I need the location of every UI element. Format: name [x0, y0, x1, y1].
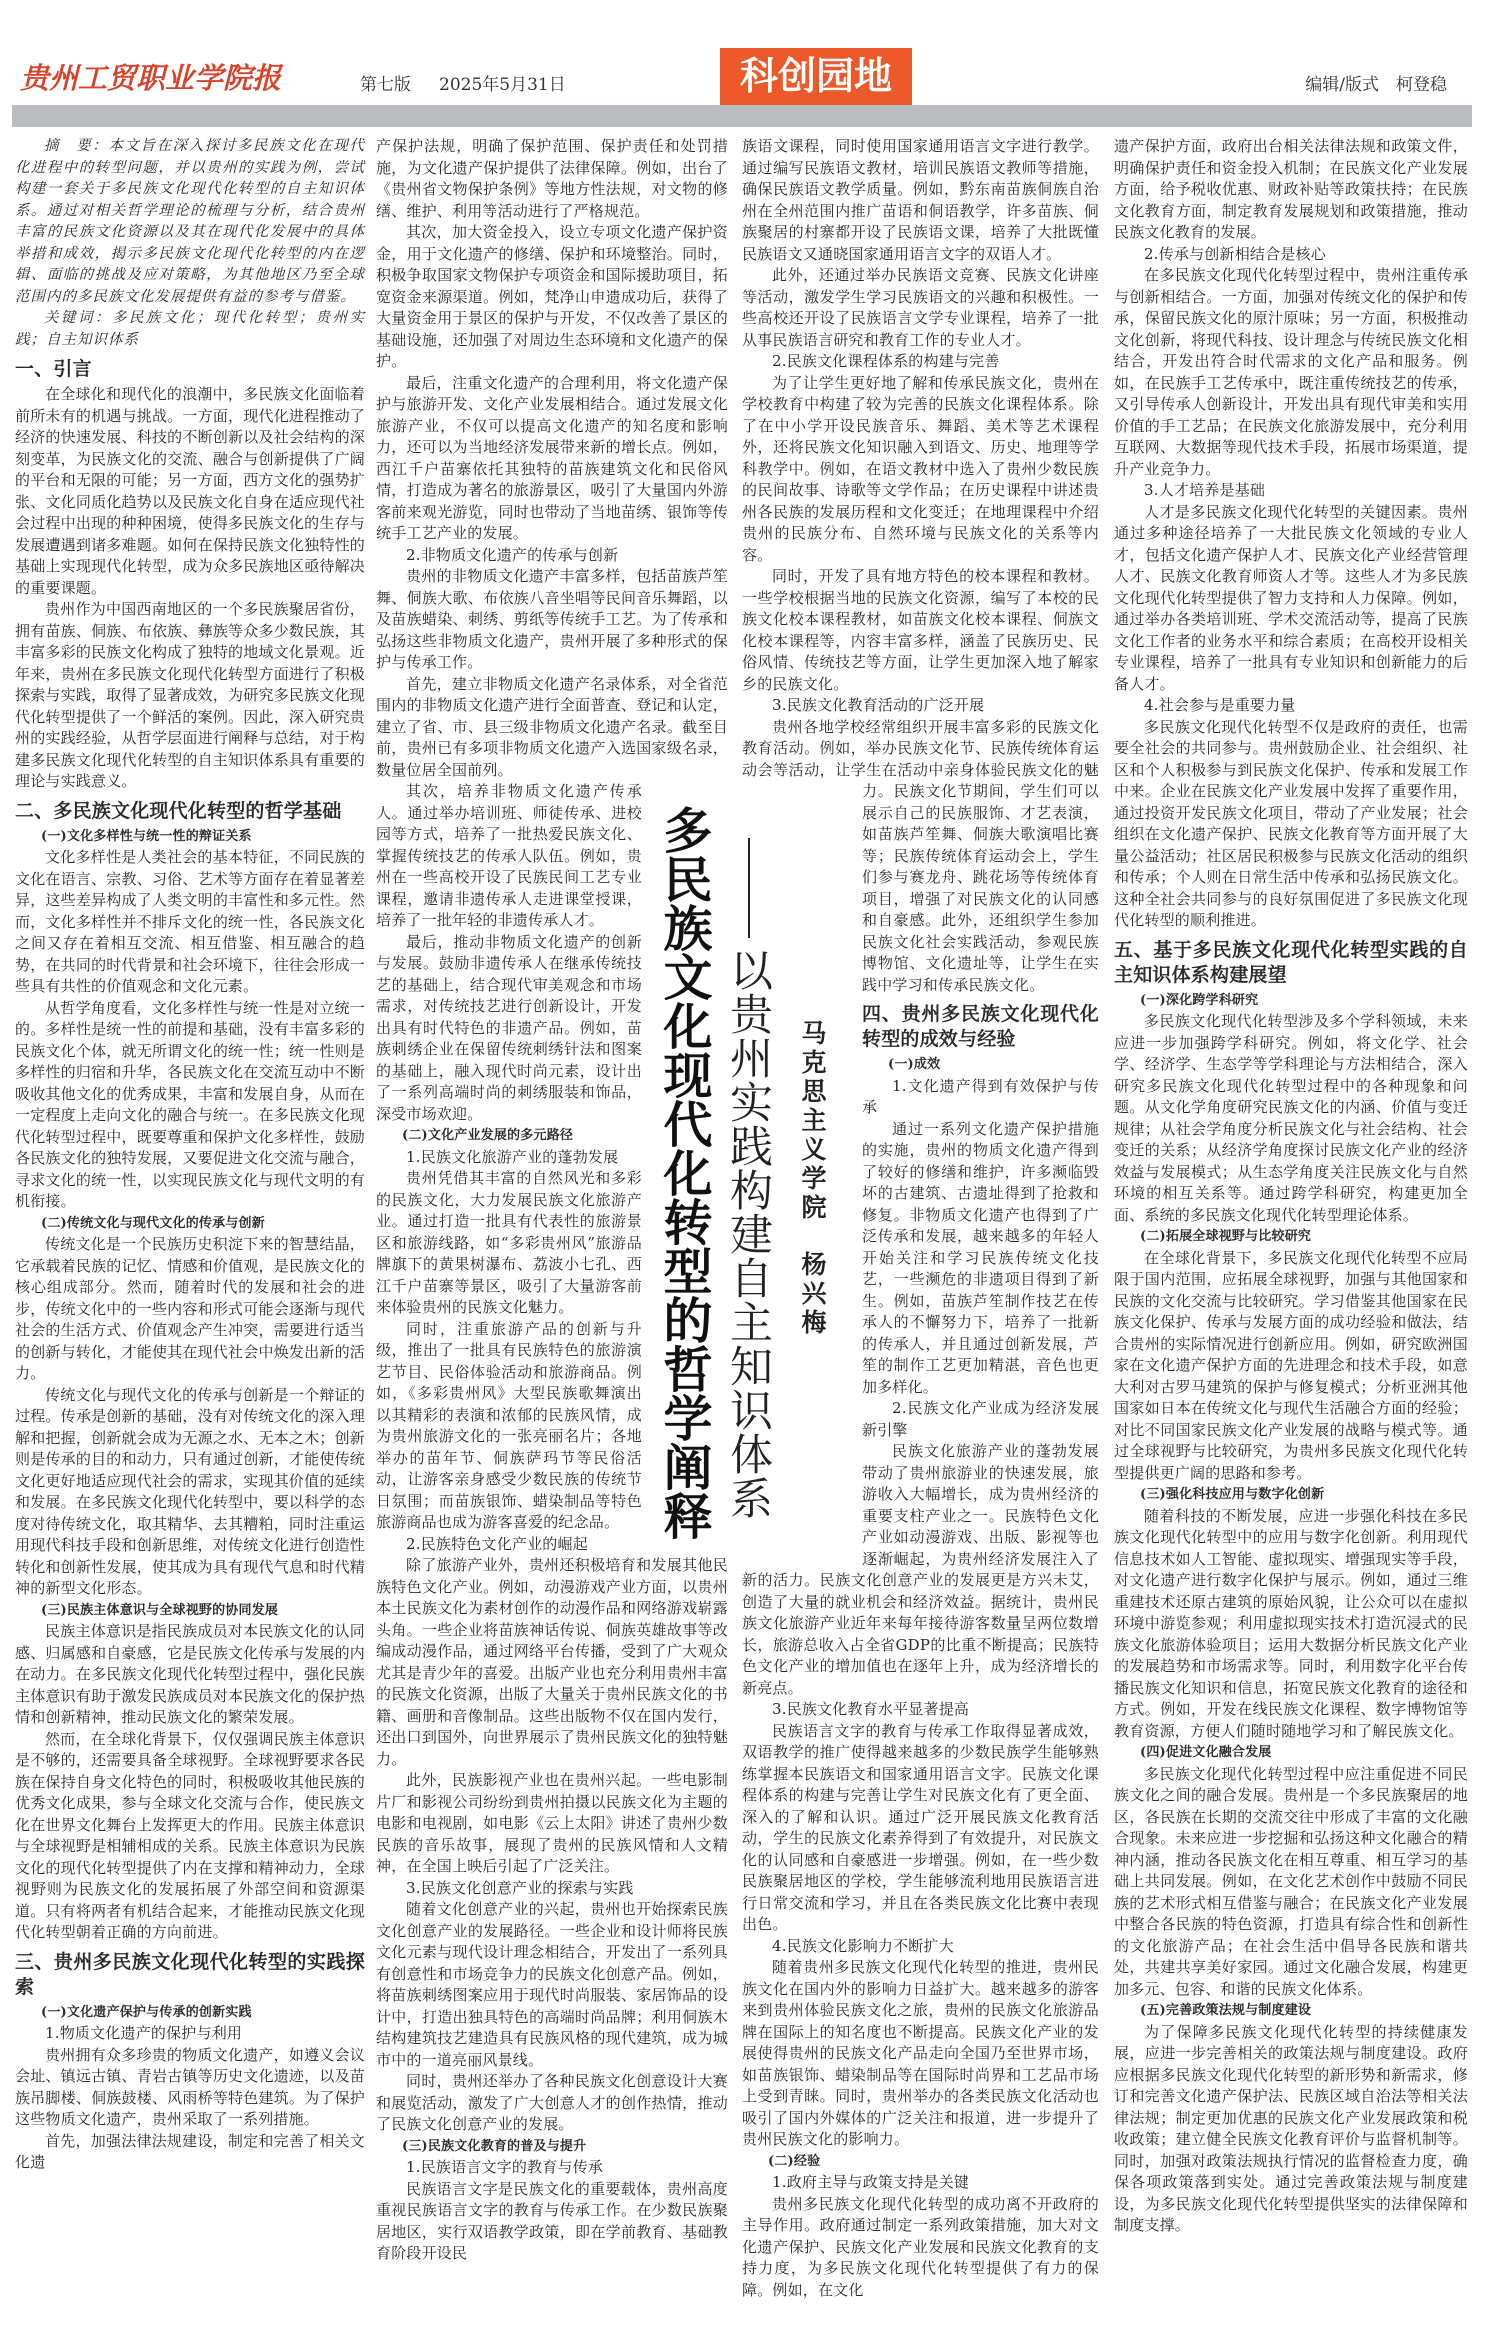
paragraph: 最后，推动非物质文化遗产的创新与发展。鼓励非遗传承人在继承传统技艺的基础上，结合现代审美观念和市场需求，对传统技艺进行创新设计，开发出具有时代特色的非遗产品。例如，苗族刺绣企业在保留传统刺绣针法和图案的基础上，融入现代时尚元素，设计出了一系列高端时尚的刺绣服装和饰品，深受市场欢迎。: [376, 932, 642, 1123]
subsection-heading: (二)经验: [768, 2153, 821, 2169]
abstract: 摘 要：本文旨在深入探讨多民族文化在现代化进程中的转型问题，并以贵州的实践为例，尝试构建一套关于多民族文化现代化转型的自主知识体系。通过对相关哲学理论的梳理与分析，结合贵州丰富的民族文化资源以及其在现代化发展中的具体举措和成效，揭示多民族文化现代化转型的内在逻辑、面临的挑战及应对策略，为其他地区乃至全球范围内的多民族文化发展提供有益的参考与借鉴。: [15, 138, 365, 305]
paragraph: 贵州的非物质文化遗产丰富多样，包括苗族芦笙舞、侗族大歌、布依族八音坐唱等民间音乐舞蹈，以及苗族蜡染、刺绣、剪纸等传统手工艺。为了传承和弘扬这些非物质文化遗产，贵州开展了多种形式的保护与传承工作。: [376, 567, 728, 671]
paragraph: 贵州各地学校经常组织开展丰富多彩的民族文化教育活动。例如，举办民族文化节、民族传统体育运动会等活动，让学生在活动中亲身体验民族文化的魅力。民族文化节期间，学生们可以展示自己的民族服饰、才艺表演，如苗族芦笙舞、侗族大歌演唱比赛等；民族传统体育运动会上，学生们参与赛龙舟、跳花场等传统体育项目，增强了对民族文化的认同感和自豪感。此外，还组织学生参加民族文化社会实践活动，参观民族博物馆、文化遗址等，让学生在实践中学习和传承民族文化。: [742, 717, 1099, 994]
issue-date: 2025年5月31日: [439, 75, 566, 95]
subsection-heading: (一)成效: [888, 1057, 941, 1072]
keywords: 关键词：多民族文化；现代化转型；贵州实践；自主知识体系: [15, 310, 365, 348]
author-affiliation: 马克思主义学院: [798, 1020, 827, 1223]
sub-subsection-heading: 1.物质文化遗产的保护与利用: [45, 2024, 243, 2042]
article-column-1: [15, 136, 365, 2174]
subsection-heading: (三)强化科技应用与数字化创新: [1140, 1487, 1325, 1502]
paragraph: 随着文化创意产业的兴起，贵州也开始探索民族文化创意产业的发展路径。一些企业和设计师将民族文化元素与现代设计理念相结合，开发出了一系列具有创意性和市场竞争力的民族文化创意产品。例如，将苗族刺绣图案应用于现代时尚服装、家居饰品的设计中，打造出独具特色的高端时尚品牌；利用侗族木结构建筑技艺建造具有民族风格的现代建筑，成为城市中的一道亮丽风景线。: [376, 1900, 728, 2069]
paragraph: 随着科技的不断发展，应进一步强化科技在多民族文化现代化转型中的应用与数字化创新。利用现代信息技术如人工智能、虚拟现实、增强现实等手段，对文化遗产进行数字化保护与展示。例如，通过三维重建技术还原古建筑的原始风貌，让公众可以在虚拟环境中游览参观；利用虚拟现实技术打造沉浸式的民族文化旅游体验项目；运用大数据分析民族文化产业的发展趋势和市场需求等。同时，利用数字化平台传播民族文化知识和信息，拓宽民族文化教育的途径和方式。例如，开发在线民族文化课程、数字博物馆等教育资源，方便人们随时随地学习和了解民族文化。: [1114, 1506, 1468, 1740]
sub-subsection-heading: 2.民族文化课程体系的构建与完善: [772, 352, 1000, 370]
paragraph: 传统文化与现代文化的传承与创新是一个辩证的过程。传承是创新的基础，没有对传统文化的深入理解和把握，创新就会成为无源之水、无本之木；创新则是传承的目的和动力，只有通过创新，才能使传统文化更好地适应现代社会的需求，实现其价值的延续和发展。在多民族文化现代化转型中，要以科学的态度对待传统文化，取其精华、去其糟粕，同时注重运用现代科技手段和创新思维，对传统文化进行创造性转化和创新性发展，使其成为具有现代气息和时代精神的新型文化形态。: [15, 1385, 365, 1597]
paragraph: 为了保障多民族文化现代化转型的持续健康发展，应进一步完善相关的政策法规与制度建设。政府应根据多民族文化现代化转型的新形势和新需求，修订和完善文化遗产保护法、民族区域自治法等相关法律法规；制定更加优惠的民族文化产业发展政策和税收政策；建立健全民族文化教育评价与监督机制等。同时，加强对政策法规执行情况的监督检查力度，确保各项政策落到实处。通过完善政策法规与制度建设，为多民族文化现代化转型提供坚实的法律保障和制度支撑。: [1114, 2022, 1468, 2234]
paragraph: 多民族文化现代化转型不仅是政府的责任，也需要全社会的共同参与。贵州鼓励企业、社会组织、社区和个人积极参与到民族文化保护、传承和发展工作中来。企业在民族文化产业发展中发挥了重要作用，通过投资开发民族文化项目，带动了产业发展；社会组织在文化遗产保护、民族文化教育等方面开展了大量公益活动；社区居民积极参与民族文化活动的组织和传承；个人则在日常生活中传承和弘扬民族文化。这种全社会共同参与的良好氛围促进了多民族文化现代化转型的顺利推进。: [1114, 717, 1468, 929]
sub-subsection-heading: 1.民族文化旅游产业的蓬勃发展: [406, 1147, 619, 1166]
paragraph: 在全球化和现代化的浪潮中，多民族文化面临着前所未有的机遇与挑战。一方面，现代化进程推动了经济的快速发展、科技的不断创新以及社会结构的深刻变革，为民族文化的交流、融合与创新提供了广阔的平台和无限的可能；另一方面，西方文化的强势扩张、文化同质化趋势以及民族文化自身在适应现代社会过程中出现的种种困境，使得多民族文化的生存与发展遭遇到诸多难题。如何在保持民族文化独特性的基础上实现现代化转型，成为众多民族地区亟待解决的重要课题。: [15, 385, 365, 597]
subsection-heading: (一)深化跨学科研究: [1140, 992, 1259, 1008]
paragraph: 随着贵州多民族文化现代化转型的推进，贵州民族文化在国内外的影响力日益扩大。越来越多的游客来到贵州体验民族文化之旅，贵州的民族文化旅游品牌在国际上的知名度也不断提高。民族文化产业的发展使得贵州的民族文化产品走向全国乃至世界市场，如苗族银饰、蜡染制品等在国际时尚界和工艺品市场上受到青睐。同时，贵州举办的各类民族文化活动也吸引了国内外媒体的广泛关注和报道，进一步提升了贵州民族文化的影响力。: [742, 1958, 1099, 2148]
section-heading: 三、贵州多民族文化现代化转型的实践探索: [15, 1950, 365, 1998]
article-subtitle: 以贵州实践构建自主知识体系: [723, 948, 773, 1520]
paragraph: 贵州多民族文化现代化转型的成功离不开政府的主导作用。政府通过制定一系列政策措施，加大对文化遗产保护、民族文化产业发展和民族文化教育的支持力度，为多民族文化现代化转型提供了有力的保障。例如，在文化: [742, 2194, 1099, 2299]
subsection-heading: (一)文化多样性与统一性的辩证关系: [41, 828, 252, 844]
subsection-heading: (一)文化遗产保护与传承的创新实践: [41, 2004, 252, 2020]
paragraph: 多民族文化现代化转型涉及多个学科领域，未来应进一步加强跨学科研究。例如，将文化学、社会学、经济学、生态学等学科理论与方法相结合，深入研究多民族文化现代化转型过程中的各种现象和问题。从文化学角度研究民族文化的内涵、价值与变迁规律；从社会学角度分析民族文化与社会结构、社会变迁的关系；从经济学角度探讨民族文化产业的经济效益与发展模式；从生态学角度关注民族文化与自然环境的相互关系等。通过跨学科研究，构建更加全面、系统的多民族文化现代化转型理论体系。: [1114, 1012, 1468, 1224]
paragraph: 最后，注重文化遗产的合理利用，将文化遗产保护与旅游开发、文化产业发展相结合。通过发展文化旅游产业，不仅可以提高文化遗产的知名度和影响力，还可以为当地经济发展带来新的增长点。例如，西江千户苗寨依托其独特的苗族建筑文化和民俗风情，打造成为著名的旅游景区，吸引了大量国内外游客前来观光游览，同时也带动了当地苗绣、银饰等传统手工艺产业的发展。: [376, 373, 728, 542]
paragraph: 为了让学生更好地了解和传承民族文化，贵州在学校教育中构建了较为完善的民族文化课程体系。除了在中小学开设民族音乐、舞蹈、美术等艺术课程外，还将民族文化知识融入到语文、历史、地理等学科教学中。例如，在语文教材中选入了贵州少数民族的民间故事、诗歌等文学作品；在历史课程中讲述贵州各民族的发展历程和文化变迁；在地理课程中介绍贵州的民族分布、自然环境与民族文化的关系等内容。: [742, 373, 1099, 564]
sub-subsection-heading: 3.民族文化教育水平显著提高: [772, 1700, 970, 1718]
section-heading: 二、多民族文化现代化转型的哲学基础: [15, 799, 342, 822]
paragraph: 民族文化旅游产业的蓬勃发展带动了贵州旅游业的快速发展，旅游收入大幅增长，成为贵州经济的重要支柱产业之一。民族特色文化产业如动漫游戏、出版、影视等也逐渐崛起，为贵州经济发展注入了新的活力。民族文化创意产业的发展更是方兴未艾，创造了大量的就业机会和经济效益。据统计，贵州民族文化旅游产业近年来每年接待游客数量呈两位数增长，旅游总收入占全省GDP的比重不断提高；民族特色文化产业的增加值也在逐年上升，成为经济增长的新亮点。: [742, 1442, 1099, 1697]
paragraph: 此外，还通过举办民族语文竞赛、民族文化讲座等活动，激发学生学习民族语文的兴趣和积极性。一些高校还开设了民族语言文学专业课程，培养了一批从事民族语言研究和教育工作的专业人才。: [742, 266, 1099, 349]
paragraph: 同时，贵州还举办了各种民族文化创意设计大赛和展览活动，激发了广大创意人才的创作热情，推动了民族文化创意产业的发展。: [376, 2072, 728, 2133]
subsection-heading: (三)民族主体意识与全球视野的协同发展: [41, 1602, 279, 1618]
paragraph: 首先，建立非物质文化遗产名录体系，对全省范围内的非物质文化遗产进行全面普查、登记和认定，建立了省、市、县三级非物质文化遗产名录。截至目前，贵州已有多项非物质文化遗产入选国家级名录，数量位居全国前列。: [376, 674, 728, 779]
paragraph: 贵州凭借其丰富的自然风光和多彩的民族文化，大力发展民族文化旅游产业。通过打造一批具有代表性的旅游景区和旅游线路，如“多彩贵州风”旅游品牌旗下的黄果树瀑布、荔波小七孔、西江千户苗寨等景区，吸引了大量游客前来体验贵州的民族文化魅力。: [376, 1169, 642, 1316]
sub-subsection-heading: 3.民族文化教育活动的广泛开展: [772, 696, 985, 714]
paragraph: 贵州拥有众多珍贵的物质文化遗产，如遵义会议会址、镇远古镇、青岩古镇等历史文化遗迹，以及苗族吊脚楼、侗族鼓楼、风雨桥等特色建筑。为了保护这些物质文化遗产，贵州采取了一系列措施。: [15, 2045, 365, 2128]
paragraph: 然而，在全球化背景下，仅仅强调民族主体意识是不够的，还需要具备全球视野。全球视野要求各民族在保持自身文化特色的同时，积极吸收其他民族的优秀文化成果，参与全球文化交流与合作，使民族文化在世界文化舞台上发挥更大的作用。民族主体意识与全球视野是相辅相成的关系。民族主体意识为民族文化的现代化转型提供了内在支撑和精神动力，全球视野则为民族文化的发展拓展了外部空间和资源渠道。只有将两者有机结合起来，才能推动民族文化现代化转型朝着正确的方向前进。: [15, 1729, 365, 1941]
paragraph-continued: 族语文课程，同时使用国家通用语言文字进行教学。通过编写民族语文教材，培训民族语文教师等措施，确保民族语文教学质量。例如，黔东南苗族侗族自治州在全州范围内推广苗语和侗语教学，许多苗族、侗族聚居的村寨都开设了民族语文课，培养了大批既懂民族语文又通晓国家通用语言文字的双语人才。: [742, 137, 1099, 263]
paragraph: 民族语言文字是民族文化的重要载体，贵州高度重视民族语言文字的教育与传承工作。在少数民族聚居地区，实行双语教学政策，即在学前教育、基础教育阶段开设民: [376, 2179, 728, 2262]
sub-subsection-heading: 4.社会参与是重要力量: [1144, 696, 1296, 714]
subsection-heading: (二)传统文化与现代文化的传承与创新: [41, 1215, 265, 1231]
section-heading: 四、贵州多民族文化现代化转型的成效与经验: [862, 1003, 1099, 1050]
paragraph: 多民族文化现代化转型过程中应注重促进不同民族文化之间的融合发展。贵州是一个多民族聚居的地区，各民族在长期的交流交往中形成了丰富的文化融合现象。未来应进一步挖掘和弘扬这种文化融合的精神内涵，推动各民族文化在相互尊重、相互学习的基础上共同发展。例如，在文化艺术创作中鼓励不同民族的艺术形式相互借鉴与融合；在民族文化产业发展中整合各民族的特色资源，打造具有综合性和创新性的文化旅游产品；在社会生活中倡导各民族和谐共处，共建共享美好家园。通过文化融合发展，构建更加多元、包容、和谐的民族文化体系。: [1114, 1764, 1468, 1998]
newspaper-logo: 贵州工贸职业学院报: [20, 61, 282, 95]
section-title: 科创园地: [720, 48, 912, 105]
sub-subsection-heading: 1.政府主导与政策支持是关键: [772, 2173, 970, 2191]
sub-subsection-heading: 1.文化遗产得到有效保护与传承: [862, 1076, 1099, 1116]
paragraph: 其次，培养非物质文化遗产传承人。通过举办培训班、师徒传承、进校园等方式，培养了一批热爱民族文化、掌握传统技艺的传承人队伍。例如，贵州在一些高校开设了民族民间工艺专业课程，邀请非遗传承人走进课堂授课，培养了一批年轻的非遗传承人才。: [376, 782, 642, 929]
sub-subsection-heading: 2.民族文化产业成为经济发展新引擎: [862, 1399, 1099, 1439]
edition-label: 第七版: [360, 75, 411, 95]
article-title: 多民族文化现代化转型的哲学阐释: [656, 805, 714, 1540]
sub-subsection-heading: 2.传承与创新相结合是核心: [1144, 244, 1326, 263]
paragraph: 同时，开发了具有地方特色的校本课程和教材。一些学校根据当地的民族文化资源，编写了本校的民族文化校本课程教材，如苗族文化校本课程、侗族文化校本课程等，内容丰富多样，涵盖了民族历史、民俗风情、传统技艺等方面，让学生更加深入地了解家乡的民族文化。: [742, 567, 1099, 693]
paragraph: 此外，民族影视产业也在贵州兴起。一些电影制片厂和影视公司纷纷到贵州拍摄以民族文化为主题的电影和电视剧，如电影《云上太阳》讲述了贵州少数民族的音乐故事，展现了贵州的民族风情和人文精神，在全国上映后引起了广泛关注。: [376, 1771, 728, 1875]
subsection-heading: (二)文化产业发展的多元路径: [402, 1128, 574, 1143]
paragraph: 通过一系列文化遗产保护措施的实施，贵州的物质文化遗产得到了较好的修缮和维护，许多濒临毁坏的古建筑、古遗址得到了抢救和修复。非物质文化遗产也得到了广泛传承和发展，越来越多的年轻人开始关注和学习民族传统文化技艺，一些濒危的非遗项目得到了新生。例如，苗族芦笙制作技艺在传承人的不懈努力下，培养了一批新的传承人，并且通过创新发展，芦笙的制作工艺更加精湛，音色也更加多样化。: [862, 1119, 1099, 1396]
paragraph: 从哲学角度看，文化多样性与统一性是对立统一的。多样性是统一性的前提和基础，没有丰富多彩的民族文化个体，就无所谓文化的统一性；统一性则是多样性的归宿和升华，各民族文化在交流互动中不断吸收其他文化的优秀成果，丰富和发展自身，从而在一定程度上走向文化的融合与统一。在多民族文化现代化转型过程中，既要尊重和保护文化多样性，鼓励各民族文化的独特发展，又要促进文化交流与融合，寻求文化的统一性，以实现民族文化与现代文明的有机衔接。: [15, 998, 365, 1210]
subsection-heading: (四)促进文化融合发展: [1140, 1745, 1272, 1760]
section-heading: 一、引言: [15, 358, 92, 380]
article-column-4: [1114, 136, 1468, 2237]
sub-subsection-heading: 4.民族文化影响力不断扩大: [772, 1936, 954, 1955]
sub-subsection-heading: 3.民族文化创意产业的探索与实践: [406, 1878, 634, 1897]
byline: [796, 1020, 828, 1338]
paragraph: 除了旅游产业外，贵州还积极培育和发展其他民族特色文化产业。例如，动漫游戏产业方面，以贵州本土民族文化为素材创作的动漫作品和网络游戏崭露头角。一些企业将苗族神话传说、侗族英雄故事等改编成动漫作品，通过网络平台传播，受到了广大观众尤其是青少年的喜爱。出版产业也充分利用贵州丰富的民族文化资源，出版了大量关于贵州民族文化的书籍、画册和音像制品。这些出版物不仅在国内发行，还出口到国外，向世界展示了贵州民族文化的独特魅力。: [376, 1556, 728, 1768]
paragraph-continued: 产保护法规，明确了保护范围、保护责任和处罚措施，为文化遗产保护提供了法律保障。例如，出台了《贵州省文物保护条例》等地方性法规，对文物的修缮、维护、利用等活动进行了严格规范。: [376, 137, 728, 220]
subsection-heading: (五)完善政策法规与制度建设: [1140, 2003, 1312, 2018]
author-name: 杨兴梅: [798, 1251, 827, 1338]
subsection-heading: (三)民族文化教育的普及与提升: [402, 2138, 587, 2154]
issue-info: [360, 70, 594, 95]
paragraph: 其次，加大资金投入，设立专项文化遗产保护资金，用于文化遗产的修缮、保护和环境整治。同时，积极争取国家文物保护专项资金和国际援助项目，拓宽资金来源渠道。例如，梵净山申遗成功后，获得了大量资金用于景区的保护与开发，不仅改善了景区的基础设施，还加强了对周边生态环境和文化遗产的保护。: [376, 223, 728, 370]
paragraph: 同时，注重旅游产品的创新与升级，推出了一批具有民族特色的旅游演艺节目、民俗体验活动和旅游商品。例如，《多彩贵州风》大型民族歌舞演出以其精彩的表演和浓郁的民族风情，成为贵州旅游文化的一张亮丽名片；各地举办的苗年节、侗族萨玛节等民俗活动，让游客亲身感受少数民族的传统节日氛围；而苗族银饰、蜡染制品等特色旅游商品也成为游客喜爱的纪念品。: [376, 1319, 642, 1531]
paragraph: 文化多样性是人类社会的基本特征，不同民族的文化在语言、宗教、习俗、艺术等方面存在着显著差异，这些差异构成了人类文明的丰富性和多元性。然而，文化多样性并不排斥文化的统一性，各民族文化之间又存在着相互交流、相互借鉴、相互融合的趋势，在共同的时代背景和社会环境下，往往会形成一些具有共性的价值观念和文化元素。: [15, 848, 365, 995]
paragraph: 民族主体意识是指民族成员对本民族文化的认同感、归属感和自豪感，它是民族文化传承与发展的内在动力。在多民族文化现代化转型过程中，强化民族主体意识有助于激发民族成员对本民族文化的保护热情和创新精神，推动民族文化的繁荣发展。: [15, 1622, 365, 1726]
paragraph: 人才是多民族文化现代化转型的关键因素。贵州通过多种途径培养了一大批民族文化领域的专业人才，包括文化遗产保护人才、民族文化产业经营管理人才、民族文化教育师资人才等。这些人才为多民族文化现代化转型提供了智力支持和人力保障。例如，通过举办各类培训班、学术交流活动等，提高了民族文化工作者的业务水平和综合素质；在高校开设相关专业课程，培养了一批具有专业知识和创新能力的后备人才。: [1114, 502, 1468, 693]
section-heading: 五、基于多民族文化现代化转型实践的自主知识体系构建展望: [1114, 938, 1468, 986]
sub-subsection-heading: 1.民族语言文字的教育与传承: [406, 2158, 604, 2176]
paragraph: 在多民族文化现代化转型过程中，贵州注重传承与创新相结合。一方面，加强对传统文化的保护和传承，保留民族文化的原汁原味；另一方面，积极推动文化创新，将现代科技、设计理念与传统民族文化相结合，开发出符合时代需求的文化产品和服务。例如，在民族手工艺传承中，既注重传统技艺的传承，又引导传承人创新设计，开发出具有现代审美和实用价值的手工艺品；在民族文化旅游发展中，充分利用互联网、大数据等现代技术手段，拓展市场渠道，提升产业竞争力。: [1114, 266, 1468, 478]
sub-subsection-heading: 3.人才培养是基础: [1144, 481, 1266, 499]
paragraph-continued: 遗产保护方面，政府出台相关法律法规和政策文件，明确保护责任和资金投入机制；在民族文化产业发展方面，给予税收优惠、财政补贴等政策扶持；在民族文化教育方面，制定教育发展规划和政策措施，推动民族文化教育的发展。: [1114, 137, 1468, 241]
header-divider-bar: [12, 105, 1472, 127]
paragraph: 首先，加强法律法规建设，制定和完善了相关文化遗: [15, 2131, 365, 2171]
sub-subsection-heading: 2.非物质文化遗产的传承与创新: [406, 545, 619, 564]
paragraph: 贵州作为中国西南地区的一个多民族聚居省份，拥有苗族、侗族、布依族、彝族等众多少数民族，其丰富多彩的民族文化构成了独特的地域文化景观。近年来，贵州在多民族文化现代化转型方面进行了积极探索与实践，取得了显著成效，为研究多民族文化现代化转型提供了一个鲜活的案例。因此，深入研究贵州的实践经验，从哲学层面进行阐释与总结，对于构建多民族文化现代化转型的自主知识体系具有重要的理论与实践意义。: [15, 600, 365, 790]
sub-subsection-heading: 2.民族特色文化产业的崛起: [406, 1534, 588, 1553]
paragraph: 在全球化背景下，多民族文化现代化转型不应局限于国内范围，应拓展全球视野，加强与其他国家和民族的文化交流与比较研究。学习借鉴其他国家在民族文化保护、传承与发展方面的成功经验和做法，结合贵州的实际情况进行创新应用。例如，研究欧洲国家在文化遗产保护方面的先进理念和技术手段，如意大利对古罗马建筑的保护与修复模式；分析亚洲其他国家如日本在传统文化与现代生活融合方面的经验；对比不同国家民族文化产业发展的战略与模式等。通过全球视野与比较研究，为贵州多民族文化现代化转型提供更广阔的思路和参考。: [1114, 1248, 1468, 1482]
paragraph: 传统文化是一个民族历史积淀下来的智慧结晶，它承载着民族的记忆、情感和价值观，是民族文化的核心组成部分。然而，随着时代的发展和社会的进步，传统文化中的一些内容和形式可能会逐渐与现代社会的生活方式、价值观念产生冲突，需要进行适当的创新与转化，才能使其在现代社会中焕发出新的活力。: [15, 1235, 365, 1382]
editor-credit: 编辑/版式 柯登稳: [1305, 75, 1447, 95]
paragraph: 民族语言文字的教育与传承工作取得显著成效，双语教学的推广使得越来越多的少数民族学生能够熟练掌握本民族语文和国家通用语言文字。民族文化课程体系的构建与完善让学生对民族文化有了更全面、深入的了解和认识。通过广泛开展民族文化教育活动，学生的民族文化素养得到了有效提升，对民族文化的认同感和自豪感进一步增强。例如，在一些少数民族聚居地区的学校，学生能够流利地用民族语言进行日常交流和学习，并且在各类民族文化比赛中表现出色。: [742, 1721, 1099, 1933]
subsection-heading: (二)拓展全球视野与比较研究: [1140, 1229, 1312, 1244]
